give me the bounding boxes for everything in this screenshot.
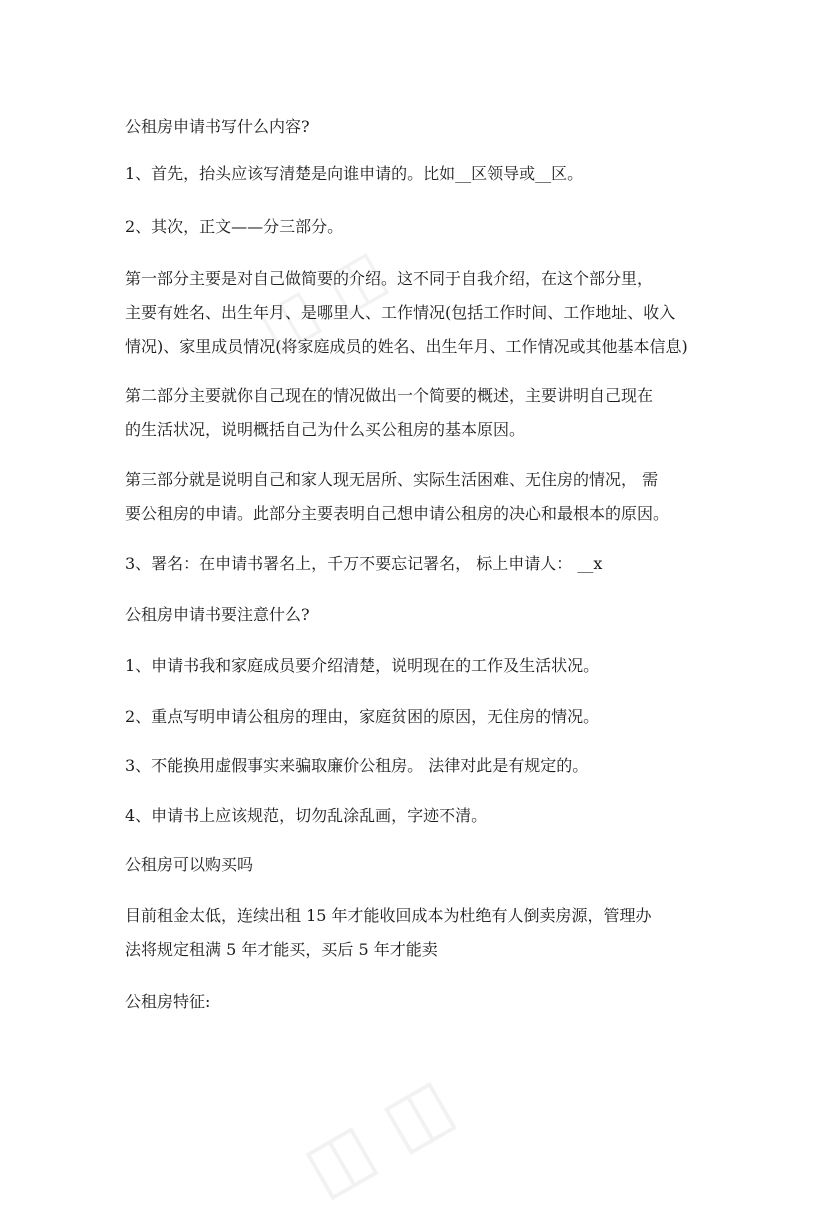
- note-1: 1、申请书我和家庭成员要介绍清楚，说明现在的工作及生活状况。: [125, 656, 600, 675]
- part-1-line-1: 第一部分主要是对自己做简要的介绍。这不同于自我介绍，在这个部分里，: [125, 269, 654, 288]
- watermark-mark-bottom: ◫ ◫: [289, 1061, 467, 1211]
- heading-notes: 公租房申请书要注意什么?: [125, 605, 310, 624]
- step-3-paragraph: 3、署名：在申请书署名上，千万不要忘记署名， 标上申请人： __x: [125, 554, 603, 573]
- part-3-line-1: 第三部分就是说明自己和家人现无居所、实际生活困难、无住房的情况， 需: [125, 470, 659, 489]
- step-1-paragraph: 1、首先，抬头应该写清楚是向谁申请的。比如__区领导或__区。: [125, 164, 584, 183]
- purchase-line-1: 目前租金太低，连续出租 15 年才能收回成本为杜绝有人倒卖房源，管理办: [125, 906, 652, 925]
- note-2: 2、重点写明申请公租房的理由，家庭贫困的原因，无住房的情况。: [125, 707, 600, 726]
- part-1-line-2: 主要有姓名、出生年月、是哪里人、工作情况(包括工作时间、工作地址、收入: [125, 303, 676, 322]
- heading-features: 公租房特征:: [125, 992, 211, 1011]
- heading-purchase: 公租房可以购买吗: [125, 855, 254, 874]
- part-2-line-1: 第二部分主要就你自己现在的情况做出一个简要的概述，主要讲明自己现在: [125, 386, 654, 405]
- note-3: 3、不能换用虚假事实来骗取廉价公租房。 法律对此是有规定的。: [125, 756, 589, 775]
- part-2-line-2: 的生活状况，说明概括自己为什么买公租房的基本原因。: [125, 420, 526, 439]
- note-4: 4、申请书上应该规范，切勿乱涂乱画，字迹不清。: [125, 806, 488, 825]
- heading-what-to-write: 公租房申请书写什么内容?: [125, 117, 310, 136]
- purchase-line-2: 法将规定租满 5 年才能买，买后 5 年才能卖: [125, 940, 438, 959]
- watermark-mark: ◫ ◫: [246, 236, 398, 364]
- step-2-paragraph: 2、其次，正文——分三部分。: [125, 217, 344, 236]
- part-1-line-3: 情况)、家里成员情况(将家庭成员的姓名、出生年月、工作情况或其他基本信息): [125, 337, 688, 356]
- part-3-line-2: 要公租房的申请。此部分主要表明自己想申请公租房的决心和最根本的原因。: [125, 504, 670, 523]
